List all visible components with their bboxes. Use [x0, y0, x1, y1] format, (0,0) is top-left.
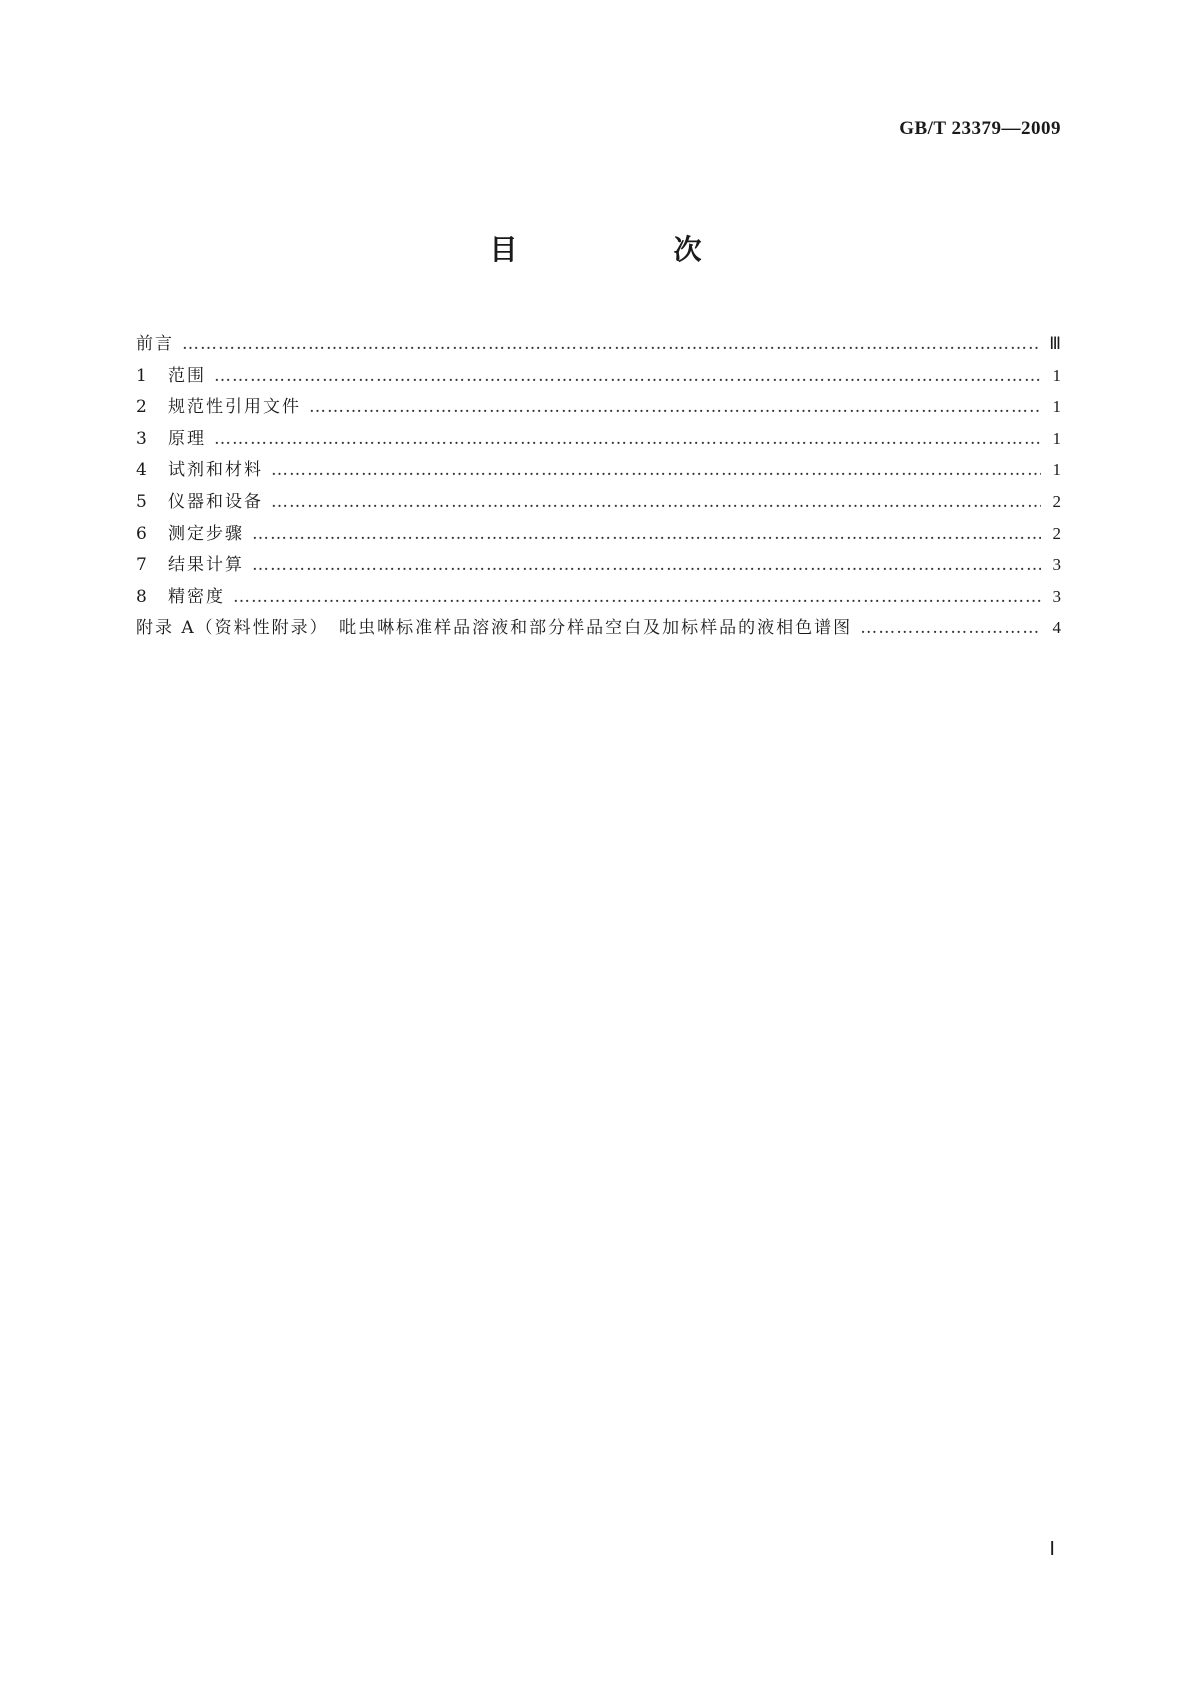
table-of-contents	[136, 329, 1061, 645]
toc-entry-page: 1	[1052, 397, 1061, 417]
toc-entry-number: 4	[136, 460, 147, 481]
toc-entry-page: 2	[1052, 491, 1061, 511]
toc-entry-foreword[interactable]	[136, 329, 1061, 361]
toc-entry-label: 仪器和设备	[168, 491, 263, 512]
toc-entry-label: 范围	[168, 365, 206, 386]
toc-entry-label: 前言	[136, 334, 174, 354]
toc-entry-number: 3	[136, 428, 147, 449]
toc-entry-number: 6	[136, 523, 147, 544]
toc-entry-label: 结果计算	[168, 555, 244, 576]
toc-entry-label: 测定步骤	[168, 523, 244, 544]
toc-entry-number: 7	[136, 555, 147, 576]
toc-entry-3[interactable]	[136, 424, 1061, 456]
toc-entry-page: 3	[1052, 586, 1061, 606]
toc-entry-page: Ⅲ	[1049, 334, 1061, 353]
toc-entry-page: 2	[1052, 523, 1061, 543]
toc-leader-dots	[214, 429, 1041, 449]
toc-entry-4[interactable]	[136, 455, 1061, 487]
toc-leader-dots	[252, 555, 1041, 575]
toc-entry-number: 2	[136, 397, 147, 418]
toc-entry-6[interactable]	[136, 519, 1061, 551]
page-title: 目 次	[489, 233, 766, 266]
standard-code: GB/T 23379—2009	[899, 118, 1061, 139]
toc-leader-dots	[214, 366, 1041, 386]
toc-entry-annex-a[interactable]	[136, 613, 1061, 645]
toc-leader-dots	[271, 460, 1041, 480]
toc-entry-label: 规范性引用文件	[168, 397, 301, 418]
toc-entry-page: 3	[1052, 555, 1061, 575]
toc-entry-5[interactable]	[136, 487, 1061, 519]
toc-entry-label: 精密度	[168, 586, 225, 607]
toc-leader-dots	[233, 587, 1041, 607]
page-number: Ⅰ	[1049, 1539, 1055, 1560]
toc-entry-page: 4	[1052, 618, 1061, 638]
toc-entry-number: 5	[136, 491, 147, 512]
toc-entry-page: 1	[1052, 365, 1061, 385]
toc-entry-label: 附录 A（资料性附录） 吡虫啉标准样品溶液和部分样品空白及加标样品的液相色谱图	[136, 618, 853, 639]
toc-entry-8[interactable]	[136, 582, 1061, 614]
toc-entry-2[interactable]	[136, 392, 1061, 424]
toc-leader-dots	[271, 492, 1041, 512]
toc-entry-page: 1	[1052, 460, 1061, 480]
toc-entry-label: 试剂和材料	[168, 460, 263, 481]
toc-entry-number: 1	[136, 365, 147, 386]
toc-entry-number: 8	[136, 586, 147, 607]
toc-entry-1[interactable]	[136, 361, 1061, 393]
toc-entry-7[interactable]	[136, 550, 1061, 582]
toc-leader-dots	[252, 524, 1041, 544]
toc-entry-page: 1	[1052, 428, 1061, 448]
toc-leader-dots	[309, 397, 1041, 417]
toc-leader-dots	[182, 334, 1041, 354]
toc-entry-label: 原理	[168, 428, 206, 449]
toc-leader-dots	[860, 618, 1041, 638]
